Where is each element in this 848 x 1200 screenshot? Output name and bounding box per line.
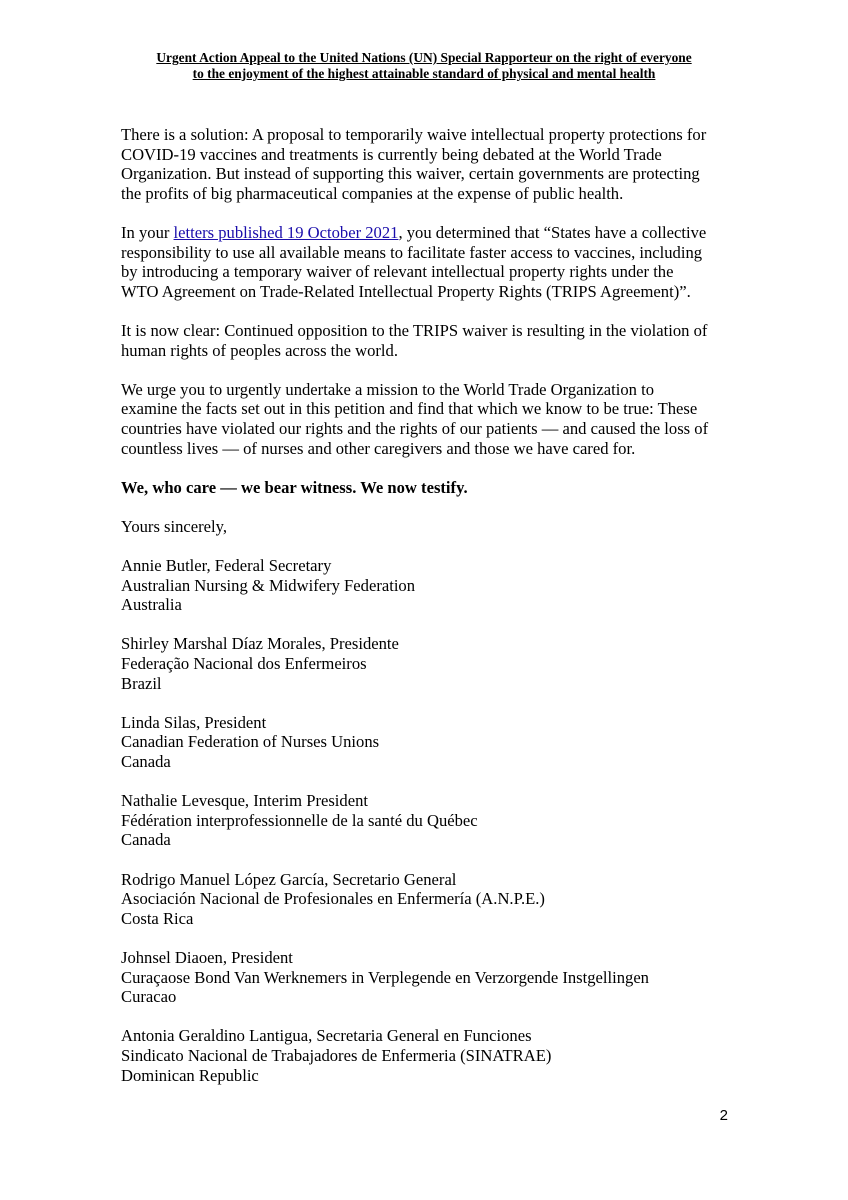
signatory-country: Australia <box>121 595 182 615</box>
text-line: We urge you to urgently undertake a mission to the World Trade Organization to <box>121 379 655 399</box>
signatory-org: Australian Nursing & Midwifery Federation <box>121 575 416 595</box>
text-line: It is now clear: Continued opposition to the TRIPS waiver is resulting in the violation of <box>121 320 708 340</box>
signatory-country: Costa Rica <box>121 908 194 928</box>
text-line: the profits of big pharmaceutical companies at the expense of public health. <box>121 183 624 203</box>
signatory-block <box>121 870 741 929</box>
header-line-2: to the enjoyment of the highest attainable standard of physical and mental health <box>192 66 656 81</box>
signatory-org: Sindicato Nacional de Trabajadores de Enfermeria (SINATRAE) <box>121 1045 552 1065</box>
letter-body <box>121 125 741 1105</box>
paragraph-letters <box>121 223 741 301</box>
signatory-name: Rodrigo Manuel López García, Secretario General <box>121 869 457 889</box>
signatory-block <box>121 948 741 1007</box>
signatory-country: Canada <box>121 830 171 850</box>
signatory-block <box>121 791 741 850</box>
text-line: Organization. But instead of supporting this waiver, certain governments are protecting <box>121 164 700 184</box>
page-number: 2 <box>719 1107 728 1124</box>
signatory-block <box>121 1026 741 1085</box>
text-line <box>121 223 741 243</box>
signatory-name: Annie Butler, Federal Secretary <box>121 556 332 576</box>
signatory-org: Asociación Nacional de Profesionales en Enfermería (A.N.P.E.) <box>121 889 545 909</box>
signatory-country: Dominican Republic <box>121 1065 259 1085</box>
signatory-name: Nathalie Levesque, Interim President <box>121 791 368 811</box>
paragraph-opposition <box>121 321 741 360</box>
text-line: There is a solution: A proposal to temporarily waive intellectual property protections for <box>121 125 707 144</box>
signatory-org: Curaçaose Bond Van Werknemers in Verplegende en Verzorgende Instgellingen <box>121 967 649 987</box>
signatory-name: Linda Silas, President <box>121 712 267 732</box>
text-line: COVID-19 vaccines and treatments is currently being debated at the World Trade <box>121 144 662 164</box>
paragraph-urge <box>121 380 741 458</box>
document-header <box>90 50 758 82</box>
text-line: countries have violated our rights and the rights of our patients — and caused the loss of <box>121 418 709 438</box>
signatory-country: Brazil <box>121 673 162 693</box>
signatory-name: Antonia Geraldino Lantigua, Secretaria General en Funciones <box>121 1026 532 1046</box>
text-suffix: , you determined that “States have a collective <box>398 222 707 242</box>
signatory-country: Curacao <box>121 987 177 1007</box>
testify-statement: We, who care — we bear witness. We now testify. <box>121 477 468 497</box>
text-line: human rights of peoples across the world. <box>121 340 398 360</box>
signatory-block <box>121 634 741 693</box>
signatory-block <box>121 713 741 772</box>
text-line: countless lives — of nurses and other caregivers and those we have cared for. <box>121 438 636 458</box>
signatory-org: Fédération interprofessionnelle de la santé du Québec <box>121 810 478 830</box>
signatory-block <box>121 556 741 615</box>
signatory-name: Shirley Marshal Díaz Morales, Presidente <box>121 634 399 654</box>
signatory-org: Federação Nacional dos Enfermeiros <box>121 654 367 674</box>
letters-link[interactable]: letters published 19 October 2021 <box>173 222 399 242</box>
text-line: responsibility to use all available means to facilitate faster access to vaccines, including <box>121 242 703 262</box>
text-line: examine the facts set out in this petition and find that which we know to be true: These <box>121 399 698 419</box>
text-line: WTO Agreement on Trade-Related Intellectual Property Rights (TRIPS Agreement)”. <box>121 281 691 301</box>
closing-salutation: Yours sincerely, <box>121 516 228 536</box>
signatory-country: Canada <box>121 752 171 771</box>
text-prefix: In your <box>121 222 174 242</box>
text-line: by introducing a temporary waiver of relevant intellectual property rights under the <box>121 262 674 282</box>
header-line-1: Urgent Action Appeal to the United Nations (UN) Special Rapporteur on the right of everyone <box>156 50 692 65</box>
signatory-org: Canadian Federation of Nurses Unions <box>121 732 380 752</box>
paragraph-solution <box>121 125 741 203</box>
signatory-name: Johnsel Diaoen, President <box>121 947 293 967</box>
